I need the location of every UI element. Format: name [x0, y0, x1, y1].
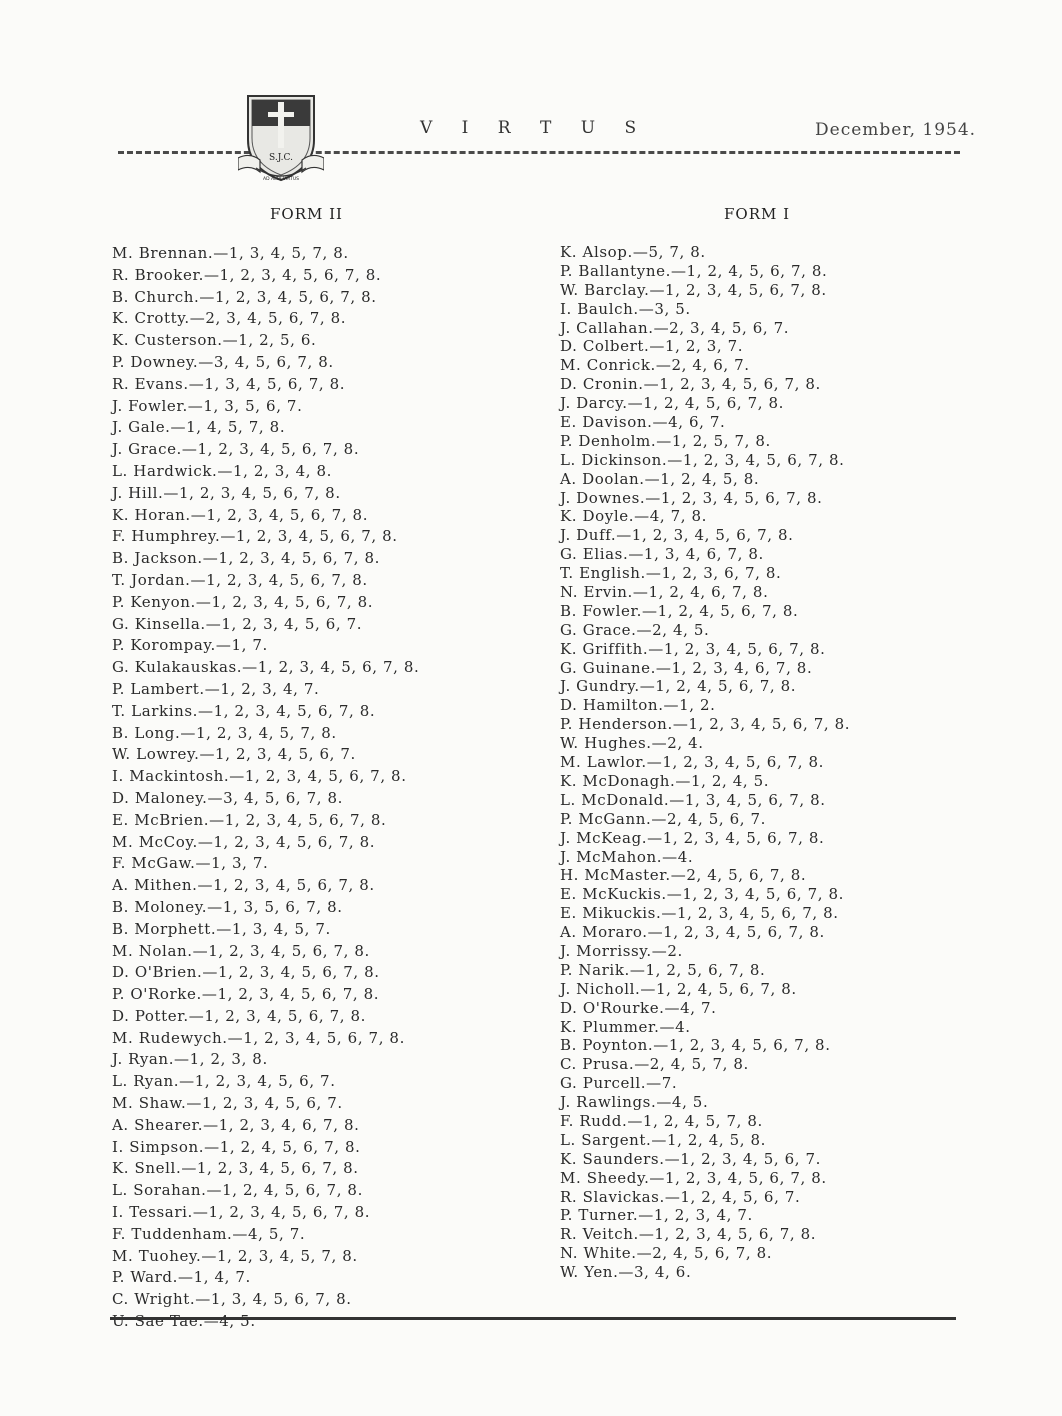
masthead-title: V I R T U S — [420, 118, 649, 138]
student-entry: J. Gundry.—1, 2, 4, 5, 6, 7, 8. — [560, 677, 797, 696]
student-entry: K. Plummer.—4. — [560, 1017, 691, 1036]
student-entry: R. Veitch.—1, 2, 3, 4, 5, 6, 7, 8. — [560, 1225, 817, 1244]
student-entry: A. Moraro.—1, 2, 3, 4, 5, 6, 7, 8. — [560, 923, 825, 942]
student-entry: B. Moloney.—1, 3, 5, 6, 7, 8. — [112, 897, 343, 916]
student-entry: P. Denholm.—1, 2, 5, 7, 8. — [560, 431, 771, 450]
student-entry: P. Henderson.—1, 2, 3, 4, 5, 6, 7, 8. — [560, 715, 851, 734]
student-entry: G. Elias.—1, 3, 4, 6, 7, 8. — [560, 545, 764, 564]
form-i-list — [560, 243, 1000, 1282]
student-entry: R. Slavickas.—1, 2, 4, 5, 6, 7. — [560, 1187, 801, 1206]
student-entry: H. McMaster.—2, 4, 5, 6, 7, 8. — [560, 866, 807, 885]
student-entry: P. Ward.—1, 4, 7. — [112, 1268, 251, 1287]
student-entry: F. McGaw.—1, 3, 7. — [112, 854, 269, 873]
student-entry: D. Colbert.—1, 2, 3, 7. — [560, 337, 744, 356]
student-entry: K. Custerson.—1, 2, 5, 6. — [112, 331, 317, 350]
student-entry: F. Humphrey.—1, 2, 3, 4, 5, 6, 7, 8. — [112, 527, 398, 546]
student-entry: J. Rawlings.—4, 5. — [560, 1093, 709, 1112]
student-entry: T. Larkins.—1, 2, 3, 4, 5, 6, 7, 8. — [112, 701, 376, 720]
svg-text:AD ALTA VIRTUS: AD ALTA VIRTUS — [263, 177, 299, 182]
student-entry: E. McBrien.—1, 2, 3, 4, 5, 6, 7, 8. — [112, 810, 387, 829]
student-entry: J. McMahon.—4. — [560, 847, 694, 866]
student-entry: R. Evans.—1, 3, 4, 5, 6, 7, 8. — [112, 374, 346, 393]
student-entry: G. Guinane.—1, 2, 3, 4, 6, 7, 8. — [560, 658, 813, 677]
student-entry: L. McDonald.—1, 3, 4, 5, 6, 7, 8. — [560, 790, 826, 809]
svg-text:S.J.C.: S.J.C. — [269, 153, 293, 163]
student-entry: L. Ryan.—1, 2, 3, 4, 5, 6, 7. — [112, 1072, 336, 1091]
student-entry: U. Sae Tae.—4, 5. — [112, 1312, 256, 1331]
student-entry: E. Davison.—4, 6, 7. — [560, 413, 726, 432]
form-i-heading: FORM I — [724, 205, 791, 223]
student-entry: M. Lawlor.—1, 2, 3, 4, 5, 6, 7, 8. — [560, 753, 825, 772]
student-entry: N. White.—2, 4, 5, 6, 7, 8. — [560, 1244, 773, 1263]
student-entry: J. Darcy.—1, 2, 4, 5, 6, 7, 8. — [560, 394, 784, 413]
student-entry: T. English.—1, 2, 3, 6, 7, 8. — [560, 564, 782, 583]
student-entry: W. Yen.—3, 4, 6. — [560, 1263, 692, 1282]
student-entry: A. Mithen.—1, 2, 3, 4, 5, 6, 7, 8. — [112, 876, 375, 895]
student-entry: D. Potter.—1, 2, 3, 4, 5, 6, 7, 8. — [112, 1006, 367, 1025]
form-ii-column — [112, 205, 552, 1333]
student-entry: I. Baulch.—3, 5. — [560, 299, 691, 318]
student-entry: M. Conrick.—2, 4, 6, 7. — [560, 356, 750, 375]
student-entry: J. Grace.—1, 2, 3, 4, 5, 6, 7, 8. — [112, 440, 360, 459]
student-entry: J. Callahan.—2, 3, 4, 5, 6, 7. — [560, 318, 790, 337]
student-entry: N. Ervin.—1, 2, 4, 6, 7, 8. — [560, 583, 769, 602]
student-entry: M. Tuohey.—1, 2, 3, 4, 5, 7, 8. — [112, 1246, 358, 1265]
student-entry: J. Downes.—1, 2, 3, 4, 5, 6, 7, 8. — [560, 488, 823, 507]
student-entry: G. Kulakauskas.—1, 2, 3, 4, 5, 6, 7, 8. — [112, 658, 420, 677]
student-entry: J. Duff.—1, 2, 3, 4, 5, 6, 7, 8. — [560, 526, 794, 545]
student-entry: G. Kinsella.—1, 2, 3, 4, 5, 6, 7. — [112, 614, 363, 633]
student-entry: I. Simpson.—1, 2, 4, 5, 6, 7, 8. — [112, 1137, 361, 1156]
student-entry: D. Maloney.—3, 4, 5, 6, 7, 8. — [112, 788, 344, 807]
student-entry: D. Cronin.—1, 2, 3, 4, 5, 6, 7, 8. — [560, 375, 821, 394]
student-entry: C. Wright.—1, 3, 4, 5, 6, 7, 8. — [112, 1290, 352, 1309]
student-entry: K. Crotty.—2, 3, 4, 5, 6, 7, 8. — [112, 309, 347, 328]
form-i-column — [560, 205, 1000, 1282]
student-entry: D. O'Brien.—1, 2, 3, 4, 5, 6, 7, 8. — [112, 963, 380, 982]
student-entry: L. Hardwick.—1, 2, 3, 4, 8. — [112, 461, 333, 480]
student-entry: E. Mikuckis.—1, 2, 3, 4, 5, 6, 7, 8. — [560, 904, 839, 923]
student-entry: J. Fowler.—1, 3, 5, 6, 7. — [112, 396, 303, 415]
student-entry: J. Gale.—1, 4, 5, 7, 8. — [112, 418, 286, 437]
form-ii-heading: FORM II — [270, 205, 343, 223]
student-entry: F. Rudd.—1, 2, 4, 5, 7, 8. — [560, 1111, 763, 1130]
student-entry: C. Prusa.—2, 4, 5, 7, 8. — [560, 1055, 749, 1074]
student-entry: P. O'Rorke.—1, 2, 3, 4, 5, 6, 7, 8. — [112, 985, 380, 1004]
student-entry: K. Saunders.—1, 2, 3, 4, 5, 6, 7. — [560, 1149, 821, 1168]
student-entry: K. Horan.—1, 2, 3, 4, 5, 6, 7, 8. — [112, 505, 369, 524]
student-entry: E. McKuckis.—1, 2, 3, 4, 5, 6, 7, 8. — [560, 885, 845, 904]
student-entry: W. Barclay.—1, 2, 3, 4, 5, 6, 7, 8. — [560, 280, 827, 299]
student-entry: I. Tessari.—1, 2, 3, 4, 5, 6, 7, 8. — [112, 1203, 371, 1222]
student-entry: B. Fowler.—1, 2, 4, 5, 6, 7, 8. — [560, 601, 799, 620]
student-entry: M. Nolan.—1, 2, 3, 4, 5, 6, 7, 8. — [112, 941, 370, 960]
student-entry: B. Poynton.—1, 2, 3, 4, 5, 6, 7, 8. — [560, 1036, 831, 1055]
student-entry: K. Alsop.—5, 7, 8. — [560, 243, 706, 261]
student-entry: J. Nicholl.—1, 2, 4, 5, 6, 7, 8. — [560, 979, 797, 998]
student-entry: G. Purcell.—7. — [560, 1074, 678, 1093]
student-entry: L. Sorahan.—1, 2, 4, 5, 6, 7, 8. — [112, 1181, 363, 1200]
student-entry: M. Shaw.—1, 2, 3, 4, 5, 6, 7. — [112, 1094, 343, 1113]
student-entry: P. Lambert.—1, 2, 3, 4, 7. — [112, 679, 320, 698]
student-entry: M. Sheedy.—1, 2, 3, 4, 5, 6, 7, 8. — [560, 1168, 827, 1187]
student-entry: P. Narik.—1, 2, 5, 6, 7, 8. — [560, 960, 766, 979]
student-entry: I. Mackintosh.—1, 2, 3, 4, 5, 6, 7, 8. — [112, 767, 407, 786]
student-entry: J. Ryan.—1, 2, 3, 8. — [112, 1050, 268, 1069]
student-entry: J. Morrissy.—2. — [560, 941, 683, 960]
student-entry: D. Hamilton.—1, 2. — [560, 696, 716, 715]
student-entry: W. Hughes.—2, 4. — [560, 734, 704, 753]
student-entry: B. Long.—1, 2, 3, 4, 5, 7, 8. — [112, 723, 337, 742]
student-entry: W. Lowrey.—1, 2, 3, 4, 5, 6, 7. — [112, 745, 356, 764]
student-entry: B. Church.—1, 2, 3, 4, 5, 6, 7, 8. — [112, 287, 377, 306]
student-entry: M. Rudewych.—1, 2, 3, 4, 5, 6, 7, 8. — [112, 1028, 405, 1047]
student-entry: L. Sargent.—1, 2, 4, 5, 8. — [560, 1130, 767, 1149]
student-entry: J. Hill.—1, 2, 3, 4, 5, 6, 7, 8. — [112, 483, 341, 502]
student-entry: D. O'Rourke.—4, 7. — [560, 998, 717, 1017]
student-entry: P. Korompay.—1, 7. — [112, 636, 268, 655]
student-entry: F. Tuddenham.—4, 5, 7. — [112, 1224, 306, 1243]
issue-date: December, 1954. — [815, 120, 977, 140]
student-entry: P. McGann.—2, 4, 5, 6, 7. — [560, 809, 766, 828]
student-entry: M. McCoy.—1, 2, 3, 4, 5, 6, 7, 8. — [112, 832, 376, 851]
student-entry: P. Downey.—3, 4, 5, 6, 7, 8. — [112, 352, 334, 371]
student-entry: B. Jackson.—1, 2, 3, 4, 5, 6, 7, 8. — [112, 549, 381, 568]
student-entry: A. Doolan.—1, 2, 4, 5, 8. — [560, 469, 760, 488]
student-entry: L. Dickinson.—1, 2, 3, 4, 5, 6, 7, 8. — [560, 450, 845, 469]
student-entry: G. Grace.—2, 4, 5. — [560, 620, 710, 639]
school-crest-logo — [238, 88, 324, 188]
student-entry: P. Ballantyne.—1, 2, 4, 5, 6, 7, 8. — [560, 261, 828, 280]
student-entry: K. Snell.—1, 2, 3, 4, 5, 6, 7, 8. — [112, 1159, 359, 1178]
student-entry: P. Kenyon.—1, 2, 3, 4, 5, 6, 7, 8. — [112, 592, 374, 611]
student-entry: T. Jordan.—1, 2, 3, 4, 5, 6, 7, 8. — [112, 570, 368, 589]
student-entry: J. McKeag.—1, 2, 3, 4, 5, 6, 7, 8. — [560, 828, 825, 847]
student-entry: K. Doyle.—4, 7, 8. — [560, 507, 707, 526]
crest-shield-icon — [238, 88, 324, 188]
footer-divider — [110, 1317, 956, 1320]
student-entry: R. Brooker.—1, 2, 3, 4, 5, 6, 7, 8. — [112, 265, 382, 284]
student-entry: K. McDonagh.—1, 2, 4, 5. — [560, 771, 770, 790]
student-entry: P. Turner.—1, 2, 3, 4, 7. — [560, 1206, 753, 1225]
student-entry: A. Shearer.—1, 2, 3, 4, 6, 7, 8. — [112, 1115, 360, 1134]
student-entry: K. Griffith.—1, 2, 3, 4, 5, 6, 7, 8. — [560, 639, 826, 658]
form-ii-list — [112, 243, 552, 1333]
student-entry: M. Brennan.—1, 3, 4, 5, 7, 8. — [112, 244, 349, 262]
student-entry: B. Morphett.—1, 3, 4, 5, 7. — [112, 919, 331, 938]
